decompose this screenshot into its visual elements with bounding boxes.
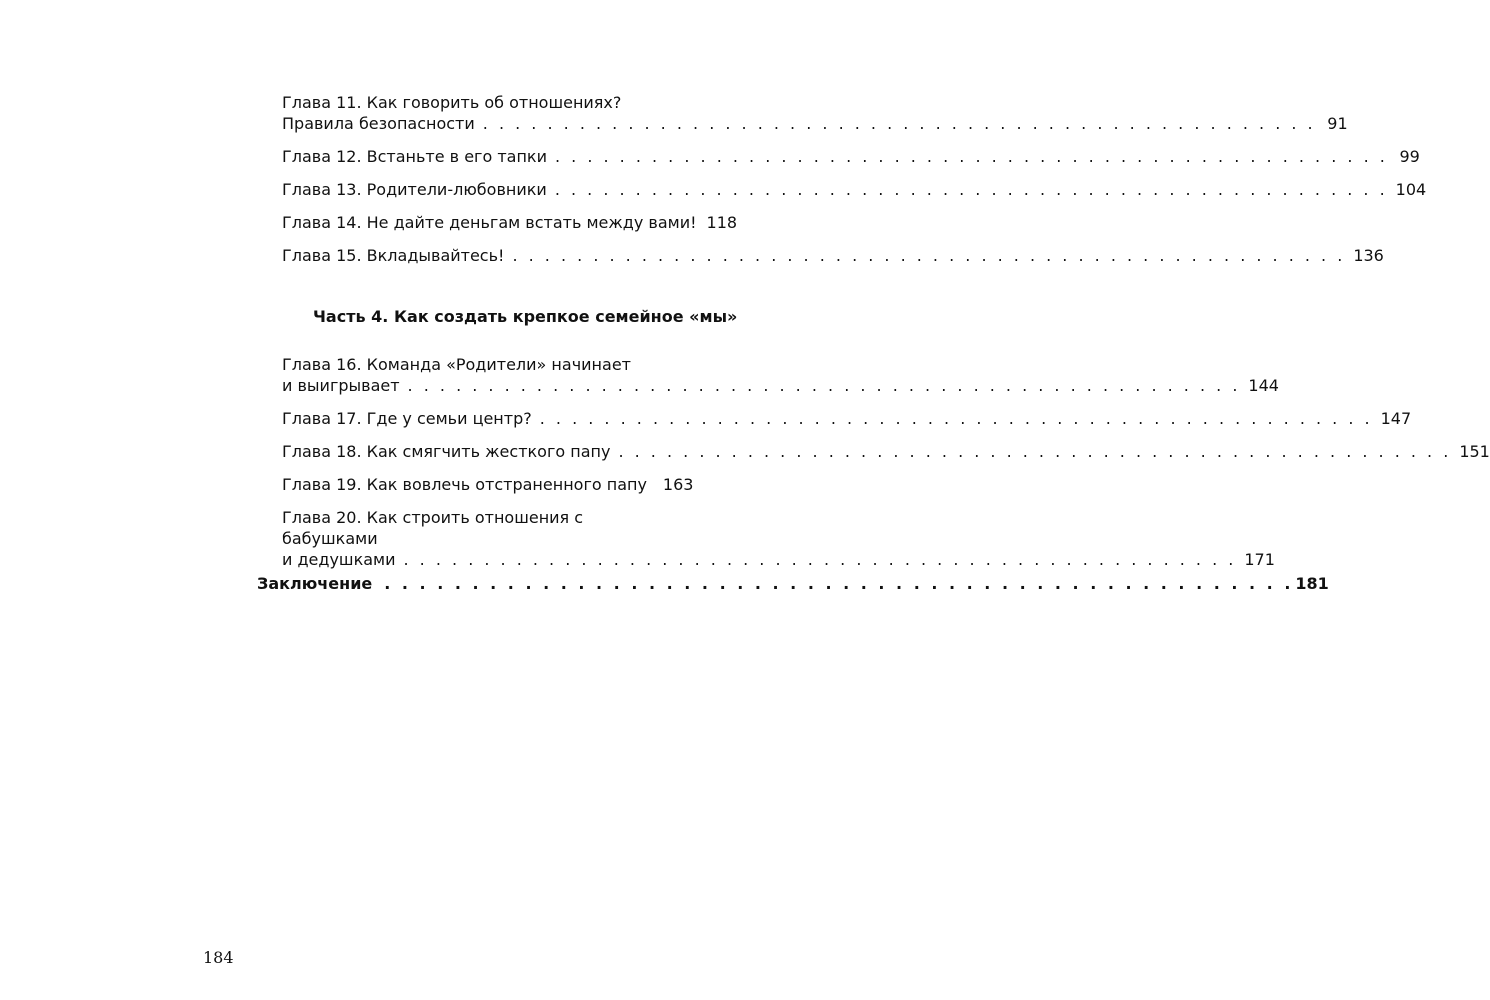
toc-list-part3 bbox=[282, 92, 1427, 278]
toc-entry-page: 104 bbox=[1395, 180, 1427, 199]
toc-entry-title: Глава 12. Встаньте в его тапки bbox=[282, 147, 547, 166]
toc-entry-line bbox=[282, 245, 1384, 266]
toc-entry-title: Глава 19. Как вовлечь отстраненного папу bbox=[282, 475, 647, 494]
part-4-heading[interactable]: Часть 4. Как создать крепкое семейное «мы» bbox=[313, 307, 738, 326]
toc-entry-line bbox=[282, 146, 1420, 167]
dot-leader: . . . . . . . . . . . . . . . . . . . . . . . . . . . . . . . . . . . . . . . . . . . . . . . . . . . . bbox=[618, 442, 1452, 461]
toc-entry-chapter-16[interactable] bbox=[282, 354, 1279, 396]
toc-entry-page: 163 bbox=[662, 475, 694, 494]
dot-leader: . . . . . . . . . . . . . . . . . . . . . . . . . . . . . . . . . . . . . . . . . . . . . . . . . . . . bbox=[403, 550, 1237, 569]
toc-entry-page: 99 bbox=[1399, 147, 1420, 166]
toc-entry-chapter-20[interactable] bbox=[282, 507, 1275, 570]
toc-entry-title: Глава 18. Как смягчить жесткого папу bbox=[282, 442, 611, 461]
toc-entry-line bbox=[282, 113, 1348, 134]
toc-entry-chapter-14[interactable] bbox=[282, 212, 738, 233]
toc-entry-title: Глава 17. Где у семьи центр? bbox=[282, 409, 532, 428]
dot-leader: . . . . . . . . . . . . . . . . . . . . . . . . . . . . . . . . . . . . . . . . . . . . . . . . . . . . bbox=[512, 246, 1346, 265]
toc-entry-title: и дедушками bbox=[282, 550, 396, 569]
dot-leader: . . . . . . . . . . . . . . . . . . . . . . . . . . . . . . . . . . . . . . . . . . . . . . . . . . . . bbox=[384, 574, 1294, 593]
toc-entry-line bbox=[282, 441, 1490, 462]
toc-entry-title-line: Глава 11. Как говорить об отношениях? bbox=[282, 93, 622, 112]
toc-entry-chapter-11[interactable] bbox=[282, 92, 1348, 134]
dot-leader: . . . . . . . . . . . . . . . . . . . . . . . . . . . . . . . . . . . . . . . . . . . . . . . . . . . . bbox=[554, 147, 1388, 166]
toc-entry-conclusion[interactable] bbox=[257, 573, 1329, 595]
toc-entry-page: 144 bbox=[1248, 376, 1279, 395]
toc-entry-page: 181 bbox=[1295, 574, 1329, 593]
toc-entry-chapter-12[interactable] bbox=[282, 146, 1420, 167]
toc-entry-title-line: Глава 16. Команда «Родители» начинает bbox=[282, 355, 631, 374]
toc-entry-page: 91 bbox=[1327, 114, 1348, 133]
toc-entry-page: 147 bbox=[1380, 409, 1412, 428]
toc-entry-page: 136 bbox=[1353, 246, 1384, 265]
toc-entry-line bbox=[282, 179, 1427, 200]
page-folio: 184 bbox=[203, 948, 234, 967]
toc-entry-chapter-15[interactable] bbox=[282, 245, 1384, 266]
dot-leader: . . . . . . . . . . . . . . . . . . . . . . . . . . . . . . . . . . . . . . . . . . . . . . . . . . . . bbox=[482, 114, 1316, 133]
toc-entry-title: Глава 14. Не дайте деньгам встать между вами! bbox=[282, 213, 697, 232]
toc-entry-page: 151 bbox=[1459, 442, 1490, 461]
toc-entry-line bbox=[282, 212, 738, 233]
toc-entry-line bbox=[282, 408, 1412, 429]
toc-entry-title: Глава 15. Вкладывайтесь! bbox=[282, 246, 505, 265]
toc-entry-chapter-17[interactable] bbox=[282, 408, 1412, 429]
dot-leader: . . . . . . . . . . . . . . . . . . . . . . . . . . . . . . . . . . . . . . . . . . . . . . . . . . . . bbox=[554, 180, 1388, 199]
toc-entry-title: Правила безопасности bbox=[282, 114, 475, 133]
toc-entry-page: 118 bbox=[706, 213, 738, 232]
toc-entry-line bbox=[282, 549, 1275, 570]
toc-entry-chapter-18[interactable] bbox=[282, 441, 1490, 462]
toc-entry-line bbox=[282, 474, 694, 495]
toc-entry-title: Заключение bbox=[257, 574, 373, 593]
toc-entry-title: и выигрывает bbox=[282, 376, 400, 395]
toc-entry-title: Глава 13. Родители-любовники bbox=[282, 180, 547, 199]
toc-entry-page: 171 bbox=[1244, 550, 1275, 569]
dot-leader: . . . . . . . . . . . . . . . . . . . . . . . . . . . . . . . . . . . . . . . . . . . . . . . . . . . . bbox=[407, 376, 1241, 395]
dot-leader: . . . . . . . . . . . . . . . . . . . . . . . . . . . . . . . . . . . . . . . . . . . . . . . . . . . . bbox=[539, 409, 1373, 428]
toc-entry-title-line: Глава 20. Как строить отношения с бабушками bbox=[282, 508, 584, 548]
toc-entry-chapter-13[interactable] bbox=[282, 179, 1427, 200]
toc-entry-line bbox=[282, 375, 1279, 396]
toc-list-part4 bbox=[282, 354, 1490, 582]
toc-entry-chapter-19[interactable] bbox=[282, 474, 694, 495]
